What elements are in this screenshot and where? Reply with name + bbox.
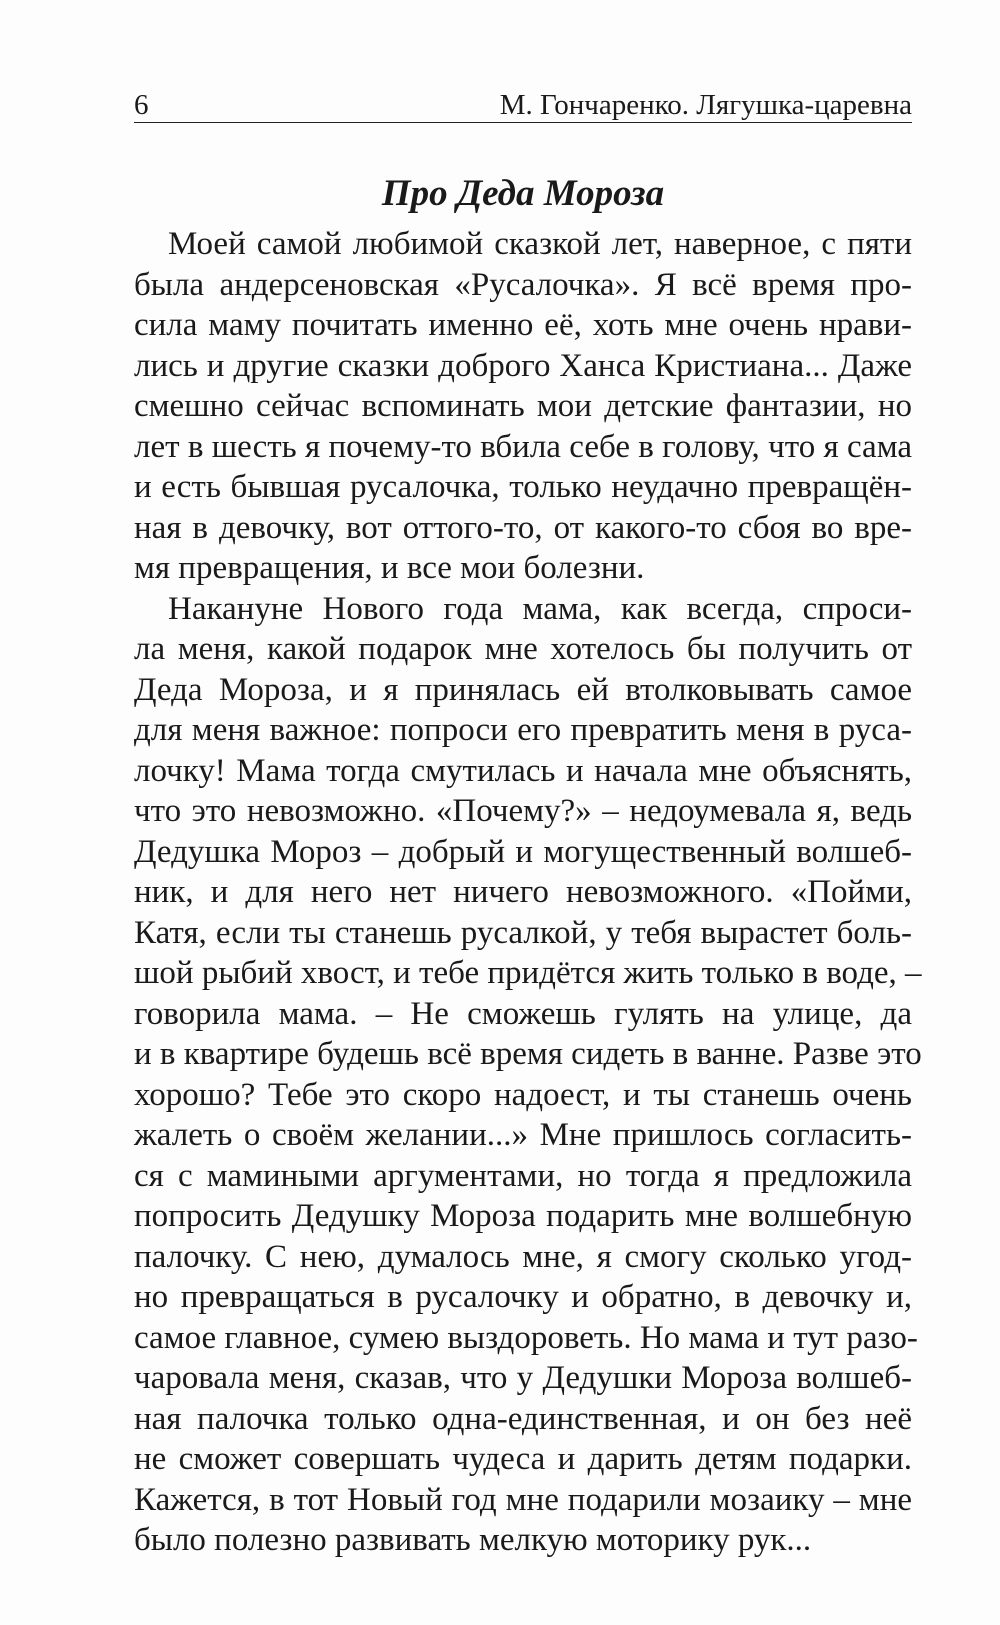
- text-line: Деда Мороза, и я принялась ей втолковывать самое: [134, 671, 912, 708]
- text-line: Моей самой любимой сказкой лет, наверное, с пяти: [168, 226, 912, 262]
- text-line: но превращаться в русалочку и обратно, в девочку и,: [134, 1279, 912, 1315]
- text-line: была андерсеновская «Русалочка». Я всё время про-: [134, 266, 912, 303]
- text-line: палочку. С нею, думалось мне, я смогу сколько угод-: [134, 1238, 912, 1275]
- text-line: и в квартире будешь всё время сидеть в ванне. Разве это: [134, 1036, 922, 1072]
- body-text: [134, 224, 922, 1561]
- text-line: лись и другие сказки доброго Ханса Кристиана... Даже: [134, 347, 912, 384]
- text-line: ная палочка только одна-единственная, и он без неё: [134, 1400, 912, 1437]
- text-line: ная в девочку, вот оттого-то, от какого-то сбоя во вре-: [134, 509, 912, 546]
- text-line: лет в шесть я почему-то вбила себе в голову, что я сама: [134, 428, 912, 465]
- text-line: ла меня, какой подарок мне хотелось бы получить от: [134, 631, 912, 667]
- text-line: хорошо? Тебе это скоро надоест, и ты станешь очень: [134, 1076, 912, 1113]
- text-line: чаровала меня, сказав, что у Дедушки Мороза волшеб-: [134, 1360, 912, 1396]
- text-line: смешно сейчас вспоминать мои детские фантазии, но: [134, 388, 912, 424]
- paragraph: [134, 224, 912, 589]
- text-line: шой рыбий хвост, и тебе придётся жить только в воде, –: [134, 955, 922, 991]
- text-line: мя превращения, и все мои болезни.: [134, 550, 645, 586]
- text-line: ник, и для него нет ничего невозможного. «Пойми,: [134, 874, 912, 910]
- text-line: не сможет совершать чудеса и дарить детям подарки.: [134, 1441, 912, 1477]
- text-line: попросить Дедушку Мороза подарить мне волшебную: [134, 1198, 912, 1234]
- text-line: самое главное, сумею выздороветь. Но мама и тут разо-: [134, 1319, 918, 1356]
- text-line: жалеть о своём желании...» Мне пришлось согласить-: [134, 1117, 912, 1153]
- text-line: лочку! Мама тогда смутилась и начала мне объяснять,: [134, 752, 912, 789]
- running-title: М. Гончаренко. Лягушка-царевна: [499, 89, 912, 121]
- text-line: Кажется, в тот Новый год мне подарили мозаику – мне: [134, 1481, 912, 1518]
- text-line: говорила мама. – Не сможешь гулять на улице, да: [134, 995, 912, 1032]
- chapter-title: Про Деда Мороза: [381, 173, 665, 214]
- text-line: было полезно развивать мелкую моторику рук...: [134, 1522, 812, 1558]
- text-line: и есть бывшая русалочка, только неудачно превращён-: [134, 469, 912, 505]
- text-line: что это невозможно. «Почему?» – недоумевала я, ведь: [134, 793, 912, 829]
- paragraph: [134, 589, 922, 1561]
- text-line: Накануне Нового года мама, как всегда, спроси-: [168, 590, 912, 627]
- text-line: Дедушка Мороз – добрый и могущественный волшеб-: [134, 833, 912, 870]
- text-line: Катя, если ты станешь русалкой, у тебя вырастет боль-: [134, 914, 912, 951]
- text-line: для меня важное: попроси его превратить меня в руса-: [134, 712, 912, 748]
- text-line: сила маму почитать именно её, хоть мне очень нрави-: [134, 307, 912, 343]
- page-number: 6: [134, 89, 149, 121]
- running-header: [134, 88, 912, 123]
- text-line: ся с мамиными аргументами, но тогда я предложила: [134, 1157, 912, 1194]
